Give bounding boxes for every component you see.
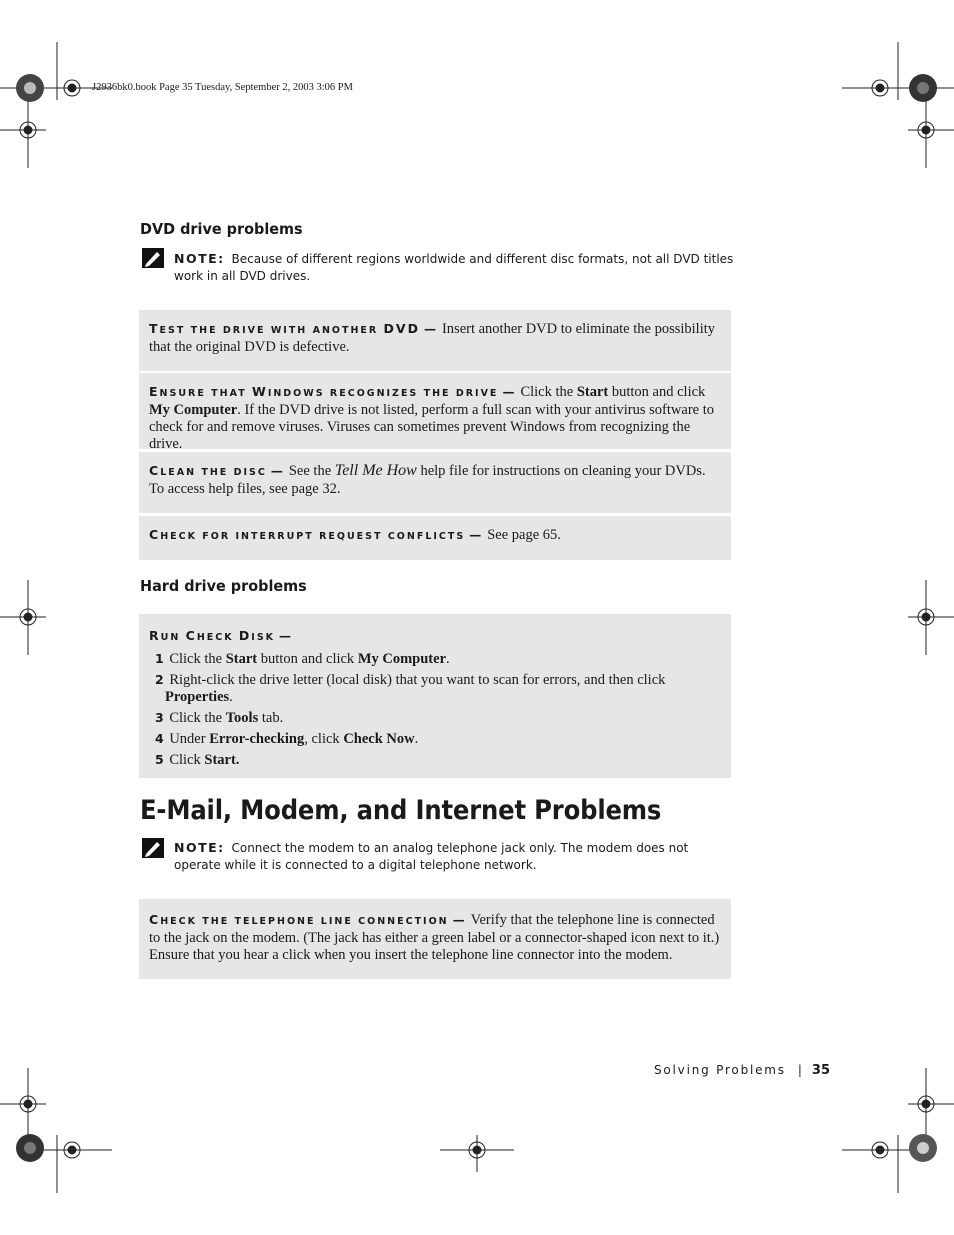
start-term: Start (576, 384, 609, 400)
note-text: Connect the modem to an analog telephone jack only. The modem does not operate while it is connected to a digital telephone network. (174, 841, 689, 872)
step-term: Start. (204, 752, 240, 768)
note-pencil-icon (142, 838, 164, 858)
email-note (174, 839, 734, 874)
step-term: Error-checking (209, 731, 305, 747)
tip-text: help file for instructions on cleaning your DVDs. To access help files, see page 32. (149, 463, 706, 497)
step-number: 1 (155, 651, 164, 666)
footer-separator: | (797, 1063, 802, 1077)
tip-text: . If the DVD drive is not listed, perform a full scan with your antivirus software to check for and remove viruses. Viruses can sometimes prevent Windows from recognizing the drive. (149, 402, 714, 452)
tip-text: Click the (520, 384, 574, 400)
tip-heading: ENSURE THAT WINDOWS RECOGNIZES THE DRIVE (149, 384, 499, 399)
dash: — (270, 464, 283, 478)
note-label: NOTE: (174, 840, 225, 855)
email-section-title: E-Mail, Modem, and Internet Problems (140, 795, 662, 826)
step-term: Tools (225, 710, 259, 726)
step-number: 2 (155, 672, 164, 687)
list-item (155, 650, 721, 668)
dash: — (452, 913, 465, 927)
dash: — (502, 385, 515, 399)
step-term: My Computer (357, 651, 447, 667)
tip-box-irq-conflicts (139, 516, 731, 560)
tip-heading: CHECK THE TELEPHONE LINE CONNECTION (149, 912, 449, 927)
step-term: Properties (165, 689, 230, 705)
list-item (155, 751, 721, 769)
tip-heading: CLEAN THE DISC (149, 463, 267, 478)
step-text: Click the (169, 710, 223, 726)
dash: — (279, 629, 292, 643)
step-text: . (229, 689, 233, 705)
footer-section-name: Solving Problems (653, 1063, 786, 1077)
step-term: Start (225, 651, 258, 667)
note-text: Because of different regions worldwide and different disc formats, not all DVD titles work in all DVD drives. (174, 252, 734, 283)
tip-text: See page 65. (487, 527, 561, 543)
list-item (155, 671, 721, 706)
tip-text: Verify that the telephone line is connected to the jack on the modem. (The jack has either a green label or a connector-shaped icon next to it.) Ensure that you hear a click when you insert the telephone line connector into the modem. (149, 912, 720, 963)
tip-heading: RUN CHECK DISK (149, 628, 276, 643)
dash: — (469, 528, 482, 542)
note-pencil-icon (142, 248, 164, 268)
step-text: Click the (169, 651, 223, 667)
tip-heading: CHECK FOR INTERRUPT REQUEST CONFLICTS (149, 527, 466, 542)
tip-box-telephone-line (139, 899, 731, 979)
step-text: Right-click the drive letter (local disk) that you want to scan for errors, and then click (169, 672, 666, 688)
step-text: button and click (260, 651, 355, 667)
step-term: Check Now (343, 731, 415, 747)
tip-box-windows-recognizes (139, 373, 731, 452)
tip-text: See the (288, 463, 332, 479)
hard-drive-section-title: Hard drive problems (140, 577, 307, 595)
tell-me-how-term: Tell Me How (334, 462, 417, 479)
tip-text: button and click (611, 384, 706, 400)
dvd-section-title: DVD drive problems (140, 220, 303, 238)
dash: — (423, 322, 436, 336)
step-number: 4 (155, 731, 164, 746)
tip-text: Insert another DVD to eliminate the possibility that the original DVD is defective. (149, 321, 715, 355)
tip-box-clean-disc (139, 452, 731, 513)
step-number: 5 (155, 752, 164, 767)
step-text: Click (169, 752, 201, 768)
step-number: 3 (155, 710, 164, 725)
list-item (155, 709, 721, 727)
page-footer (654, 1063, 830, 1078)
step-text: . (446, 651, 450, 667)
my-computer-term: My Computer (149, 402, 238, 418)
step-text: tab. (261, 710, 284, 726)
note-label: NOTE: (174, 251, 225, 266)
step-text: , click (304, 731, 340, 747)
tip-box-test-drive (139, 310, 731, 371)
check-disk-steps (155, 650, 721, 769)
step-text: Under (169, 731, 206, 747)
print-info: J2936bk0.book Page 35 Tuesday, September 2, 2003 3:06 PM (92, 82, 353, 93)
dvd-note (174, 250, 734, 285)
list-item (155, 730, 721, 748)
step-text: . (414, 731, 419, 747)
tip-heading: TEST THE DRIVE WITH ANOTHER DVD (149, 321, 420, 336)
tip-box-check-disk (139, 614, 731, 778)
page-number: 35 (811, 1063, 830, 1078)
